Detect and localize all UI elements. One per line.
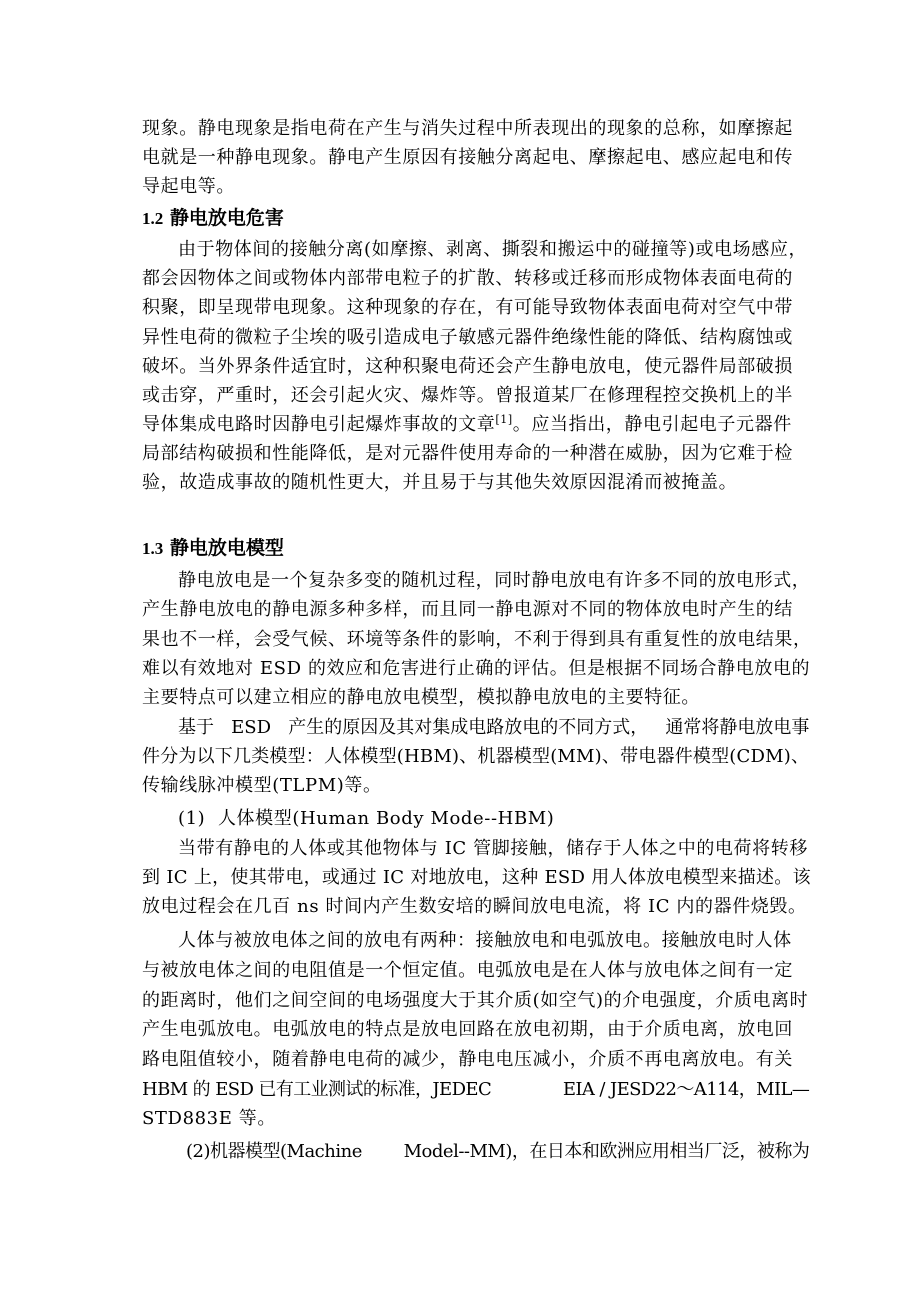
s13-p4-line-7: STD883E 等。: [142, 1108, 276, 1129]
s13-p1-line-2: 产生静电放电的静电源多种多样，而且同一静电源对不同的物体放电时产生的结: [142, 599, 793, 620]
s12-ref-line-pre: 导体集成电路时因静电引起爆炸事故的文章: [142, 414, 496, 435]
s12-line-1: 由于物体间的接触分离(如摩擦、剥离、撕裂和搬运中的碰撞等)或电场感应，: [178, 239, 808, 260]
s13-p4-line-2: 与被放电体之间的电阻值是一个恒定值。电弧放电是在人体与放电体之间有一定: [142, 960, 793, 981]
intro-line-1: 现象。静电现象是指电荷在产生与消失过程中所表现出的现象的总称，如摩擦起: [142, 118, 793, 139]
s13-p1-line-4: 难以有效地对 ESD 的效应和危害进行止确的评估。但是根据不同场合静电放电的: [142, 658, 811, 679]
section-1-2-title: 静电放电危害: [169, 207, 284, 229]
section-1-2-number: 1.2: [142, 209, 164, 228]
intro-line-3: 导起电等。: [142, 176, 235, 197]
s13-p4-line-3: 的距离时，他们之间空间的电场强度大于其介质(如空气)的介电强度，介质电离时: [142, 990, 809, 1011]
s12-line-3: 积聚，即呈现带电现象。这种现象的存在，有可能导致物体表面电荷对空气中带: [142, 297, 793, 318]
intro-line-2: 电就是一种静电现象。静电产生原因有接触分离起电、摩擦起电、感应起电和传: [142, 147, 793, 168]
s13-p3-line-2: 到 IC 上，使其带电，或通过 IC 对地放电，这种 ESD 用人体放电模型来描述。该: [142, 867, 811, 888]
s13-p2-line-3: 传输线脉冲模型(TLPM)等。: [142, 775, 382, 796]
s13-p1-line-5: 主要特点可以建立相应的静电放电模型，模拟静电放电的主要特征。: [142, 687, 700, 708]
s12-line-6: 或击穿，严重时，还会引起火灾、爆炸等。曾报道某厂在修理程控交换机上的半: [142, 385, 793, 406]
s13-p4-line-6: HBM 的 ESD 已有工业测试的标准，JEDEC EIA / JESD22～A114，MIL—: [142, 1079, 810, 1100]
s12-line-2: 都会因物体之间或物体内部带电粒子的扩散、转移或迁移而形成物体表面电荷的: [142, 268, 793, 289]
citation-ref-1: [1]: [495, 413, 513, 426]
s12-line-4: 异性电荷的微粒子尘埃的吸引造成电子敏感元器件绝缘性能的降低、结构腐蚀或: [142, 327, 793, 348]
s12-line-8: 局部结构破损和性能降低，是对元器件使用寿命的一种潜在威胁，因为它难于检: [142, 443, 793, 464]
section-1-2-heading: [142, 205, 284, 232]
s12-line-7: [142, 412, 792, 438]
s13-p1-line-1: 静电放电是一个复杂多变的随机过程，同时静电放电有许多不同的放电形式，: [178, 570, 811, 591]
s13-p1-line-3: 果也不一样，会受气候、环境等条件的影响，不利于得到具有重复性的放电结果，: [142, 629, 812, 650]
section-1-3-number: 1.3: [142, 539, 164, 558]
s13-p2-line-2: 件分为以下几类模型：人体模型(HBM)、机器模型(MM)、带电器件模型(CDM)、: [142, 746, 810, 767]
s13-p3-line-3: 放电过程会在几百 ns 时间内产生数安培的瞬间放电电流，将 IC 内的器件烧毁。: [142, 896, 807, 917]
item-2-line: (2)机器模型(Machine Model--MM)，在日本和欧洲应用相当厂泛，被称为: [186, 1141, 810, 1162]
item-1-heading: (1) 人体模型(Human Body Mode--HBM): [178, 808, 555, 829]
s13-p4-line-1: 人体与被放电体之间的放电有两种：接触放电和电弧放电。接触放电时人体: [178, 930, 792, 951]
s13-p2-line-1: 基于 ESD 产生的原因及其对集成电路放电的不同方式， 通常将静电放电事: [178, 717, 810, 738]
section-1-3-title: 静电放电模型: [169, 537, 284, 559]
s12-ref-line-post: 。应当指出，静电引起电子元器件: [512, 414, 792, 435]
s13-p3-line-1: 当带有静电的人体或其他物体与 IC 管脚接触，储存于人体之中的电荷将转移: [178, 838, 808, 859]
s12-line-9: 验，故造成事故的随机性更大，并且易于与其他失效原因混淆而被掩盖。: [142, 472, 738, 493]
s12-line-5: 破坏。当外界条件适宜时，这种积聚电荷还会产生静电放电，使元器件局部破损: [142, 356, 793, 377]
s13-p4-line-5: 路电阻值较小，随着静电电荷的减少，静电电压减小，介质不再电离放电。有关: [142, 1049, 793, 1070]
section-1-3-heading: [142, 535, 284, 562]
s13-p4-line-4: 产生电弧放电。电弧放电的特点是放电回路在放电初期，由于介质电离，放电回: [142, 1019, 793, 1040]
